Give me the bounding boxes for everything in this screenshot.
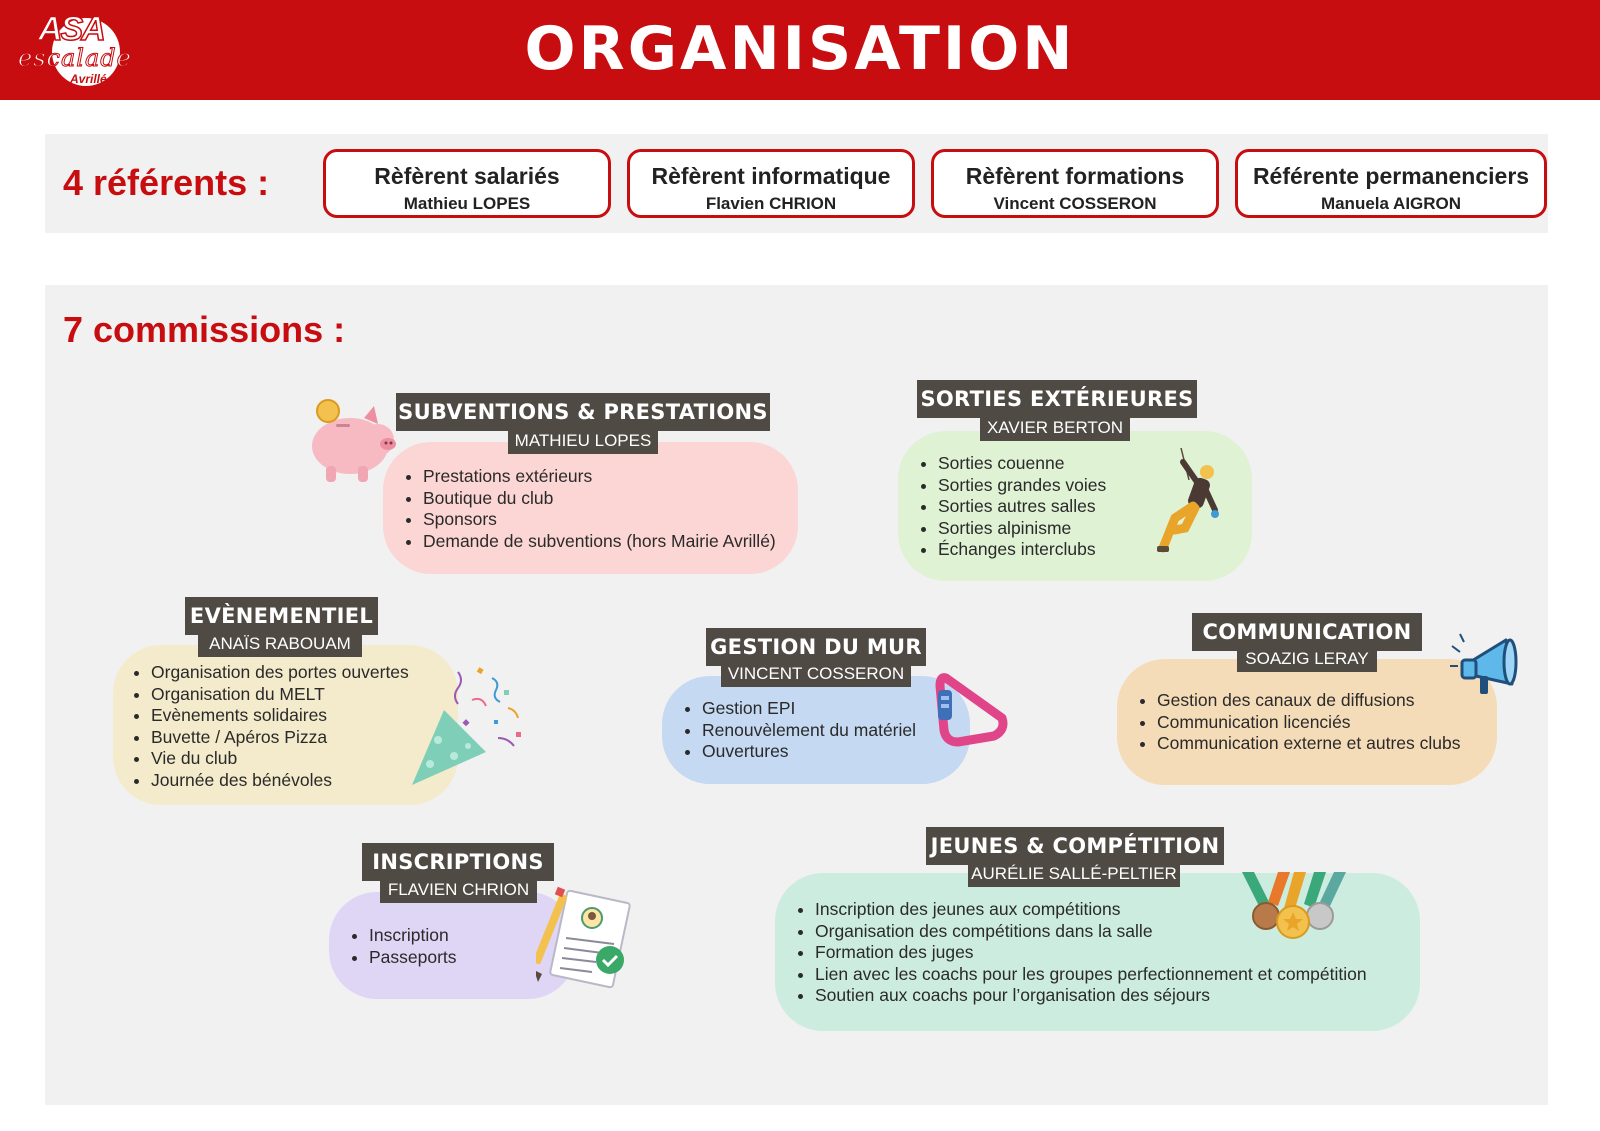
commission-lead: FLAVIEN CHRION: [380, 877, 537, 903]
list-item: • Ouvertures: [702, 741, 970, 763]
list-item: • Organisation du MELT: [151, 684, 458, 706]
referent-card: [1235, 149, 1547, 218]
piggy-bank-icon: [292, 396, 402, 491]
commission-title: JEUNES & COMPÉTITION: [926, 827, 1224, 865]
commissions-heading: 7 commissions :: [63, 309, 346, 350]
party-hat-icon: [408, 660, 536, 790]
list-item: • Sorties couenne: [938, 453, 1252, 475]
commission-lead: AURÉLIE SALLÉ-PELTIER: [968, 861, 1180, 887]
commission-title: SORTIES EXTÉRIEURES: [917, 380, 1197, 418]
list-item: • Organisation des portes ouvertes: [151, 662, 458, 684]
referent-person: Vincent COSSERON: [993, 194, 1157, 213]
medals-icon: [1238, 872, 1350, 940]
commission-items: [662, 698, 970, 763]
commission-items: [383, 466, 798, 552]
list-item: • Échanges interclubs: [938, 539, 1252, 561]
logo-name: ASA: [38, 10, 104, 48]
list-item: • Passeports: [369, 947, 576, 969]
commission-lead: VINCENT COSSERON: [721, 661, 911, 687]
referents-heading: 4 référents :: [63, 162, 270, 203]
commission-lead: SOAZIG LERAY: [1237, 646, 1377, 672]
list-item: • Inscription des jeunes aux compétitions: [815, 899, 1420, 921]
list-item: • Renouvèlement du matériel: [702, 720, 970, 742]
referent-role: Rèfèrent salariés: [374, 163, 560, 189]
referents-panel: [45, 134, 1548, 233]
commission-card-evenementiel: [113, 645, 458, 805]
commission-lead: ANAÏS RABOUAM: [198, 631, 362, 657]
referent-role: Rèfèrent informatique: [651, 163, 891, 189]
list-item: • Organisation des compétitions dans la salle: [815, 921, 1420, 943]
logo-city: Avrillé: [70, 72, 107, 86]
commission-lead: MATHIEU LOPES: [508, 428, 658, 454]
page-title: ORGANISATION: [524, 14, 1076, 84]
commission-card-gestion: [662, 676, 970, 784]
list-item: • Sorties autres salles: [938, 496, 1252, 518]
list-item: • Demande de subventions (hors Mairie Avrillé): [423, 531, 798, 553]
referent-person: Mathieu LOPES: [403, 194, 531, 213]
commission-title: COMMUNICATION: [1192, 613, 1422, 651]
logo-subtitle: escalade: [18, 44, 132, 72]
list-item: • Vie du club: [151, 748, 458, 770]
commission-items: [113, 662, 458, 791]
referent-card: [931, 149, 1219, 218]
list-item: • Communication licenciés: [1157, 712, 1497, 734]
referent-person: Flavien CHRION: [705, 194, 837, 213]
list-item: • Sorties grandes voies: [938, 475, 1252, 497]
form-document-icon: [536, 886, 636, 998]
commission-title: GESTION DU MUR: [706, 628, 926, 666]
list-item: • Prestations extérieurs: [423, 466, 798, 488]
climber-icon: [1145, 448, 1225, 566]
list-item: • Journée des bénévoles: [151, 770, 458, 792]
list-item: • Lien avec les coachs pour les groupes perfectionnement et compétition: [815, 964, 1420, 986]
commission-title: INSCRIPTIONS: [362, 843, 554, 881]
referent-role: Référente permanenciers: [1252, 163, 1530, 189]
list-item: • Evènements solidaires: [151, 705, 458, 727]
list-item: • Boutique du club: [423, 488, 798, 510]
list-item: • Sponsors: [423, 509, 798, 531]
list-item: • Buvette / Apéros Pizza: [151, 727, 458, 749]
list-item: • Soutien aux coachs pour l’organisation des séjours: [815, 985, 1420, 1007]
header-bar: [0, 0, 1600, 100]
list-item: • Gestion des canaux de diffusions: [1157, 690, 1497, 712]
commission-lead: XAVIER BERTON: [980, 415, 1130, 441]
list-item: • Communication externe et autres clubs: [1157, 733, 1497, 755]
list-item: • Sorties alpinisme: [938, 518, 1252, 540]
referent-card: [323, 149, 611, 218]
list-item: • Inscription: [369, 925, 576, 947]
referent-card: [627, 149, 915, 218]
commission-title: EVÈNEMENTIEL: [185, 597, 378, 635]
referent-role: Rèfèrent formations: [965, 163, 1185, 189]
referent-person: Manuela AIGRON: [1320, 194, 1462, 213]
commission-items: [1117, 690, 1497, 755]
list-item: • Gestion EPI: [702, 698, 970, 720]
megaphone-icon: [1450, 632, 1526, 704]
commission-title: SUBVENTIONS & PRESTATIONS: [396, 393, 770, 431]
commission-card-subventions: [383, 442, 798, 574]
list-item: • Formation des juges: [815, 942, 1420, 964]
commission-card-communication: [1117, 659, 1497, 785]
carabiner-icon: [932, 670, 1012, 750]
